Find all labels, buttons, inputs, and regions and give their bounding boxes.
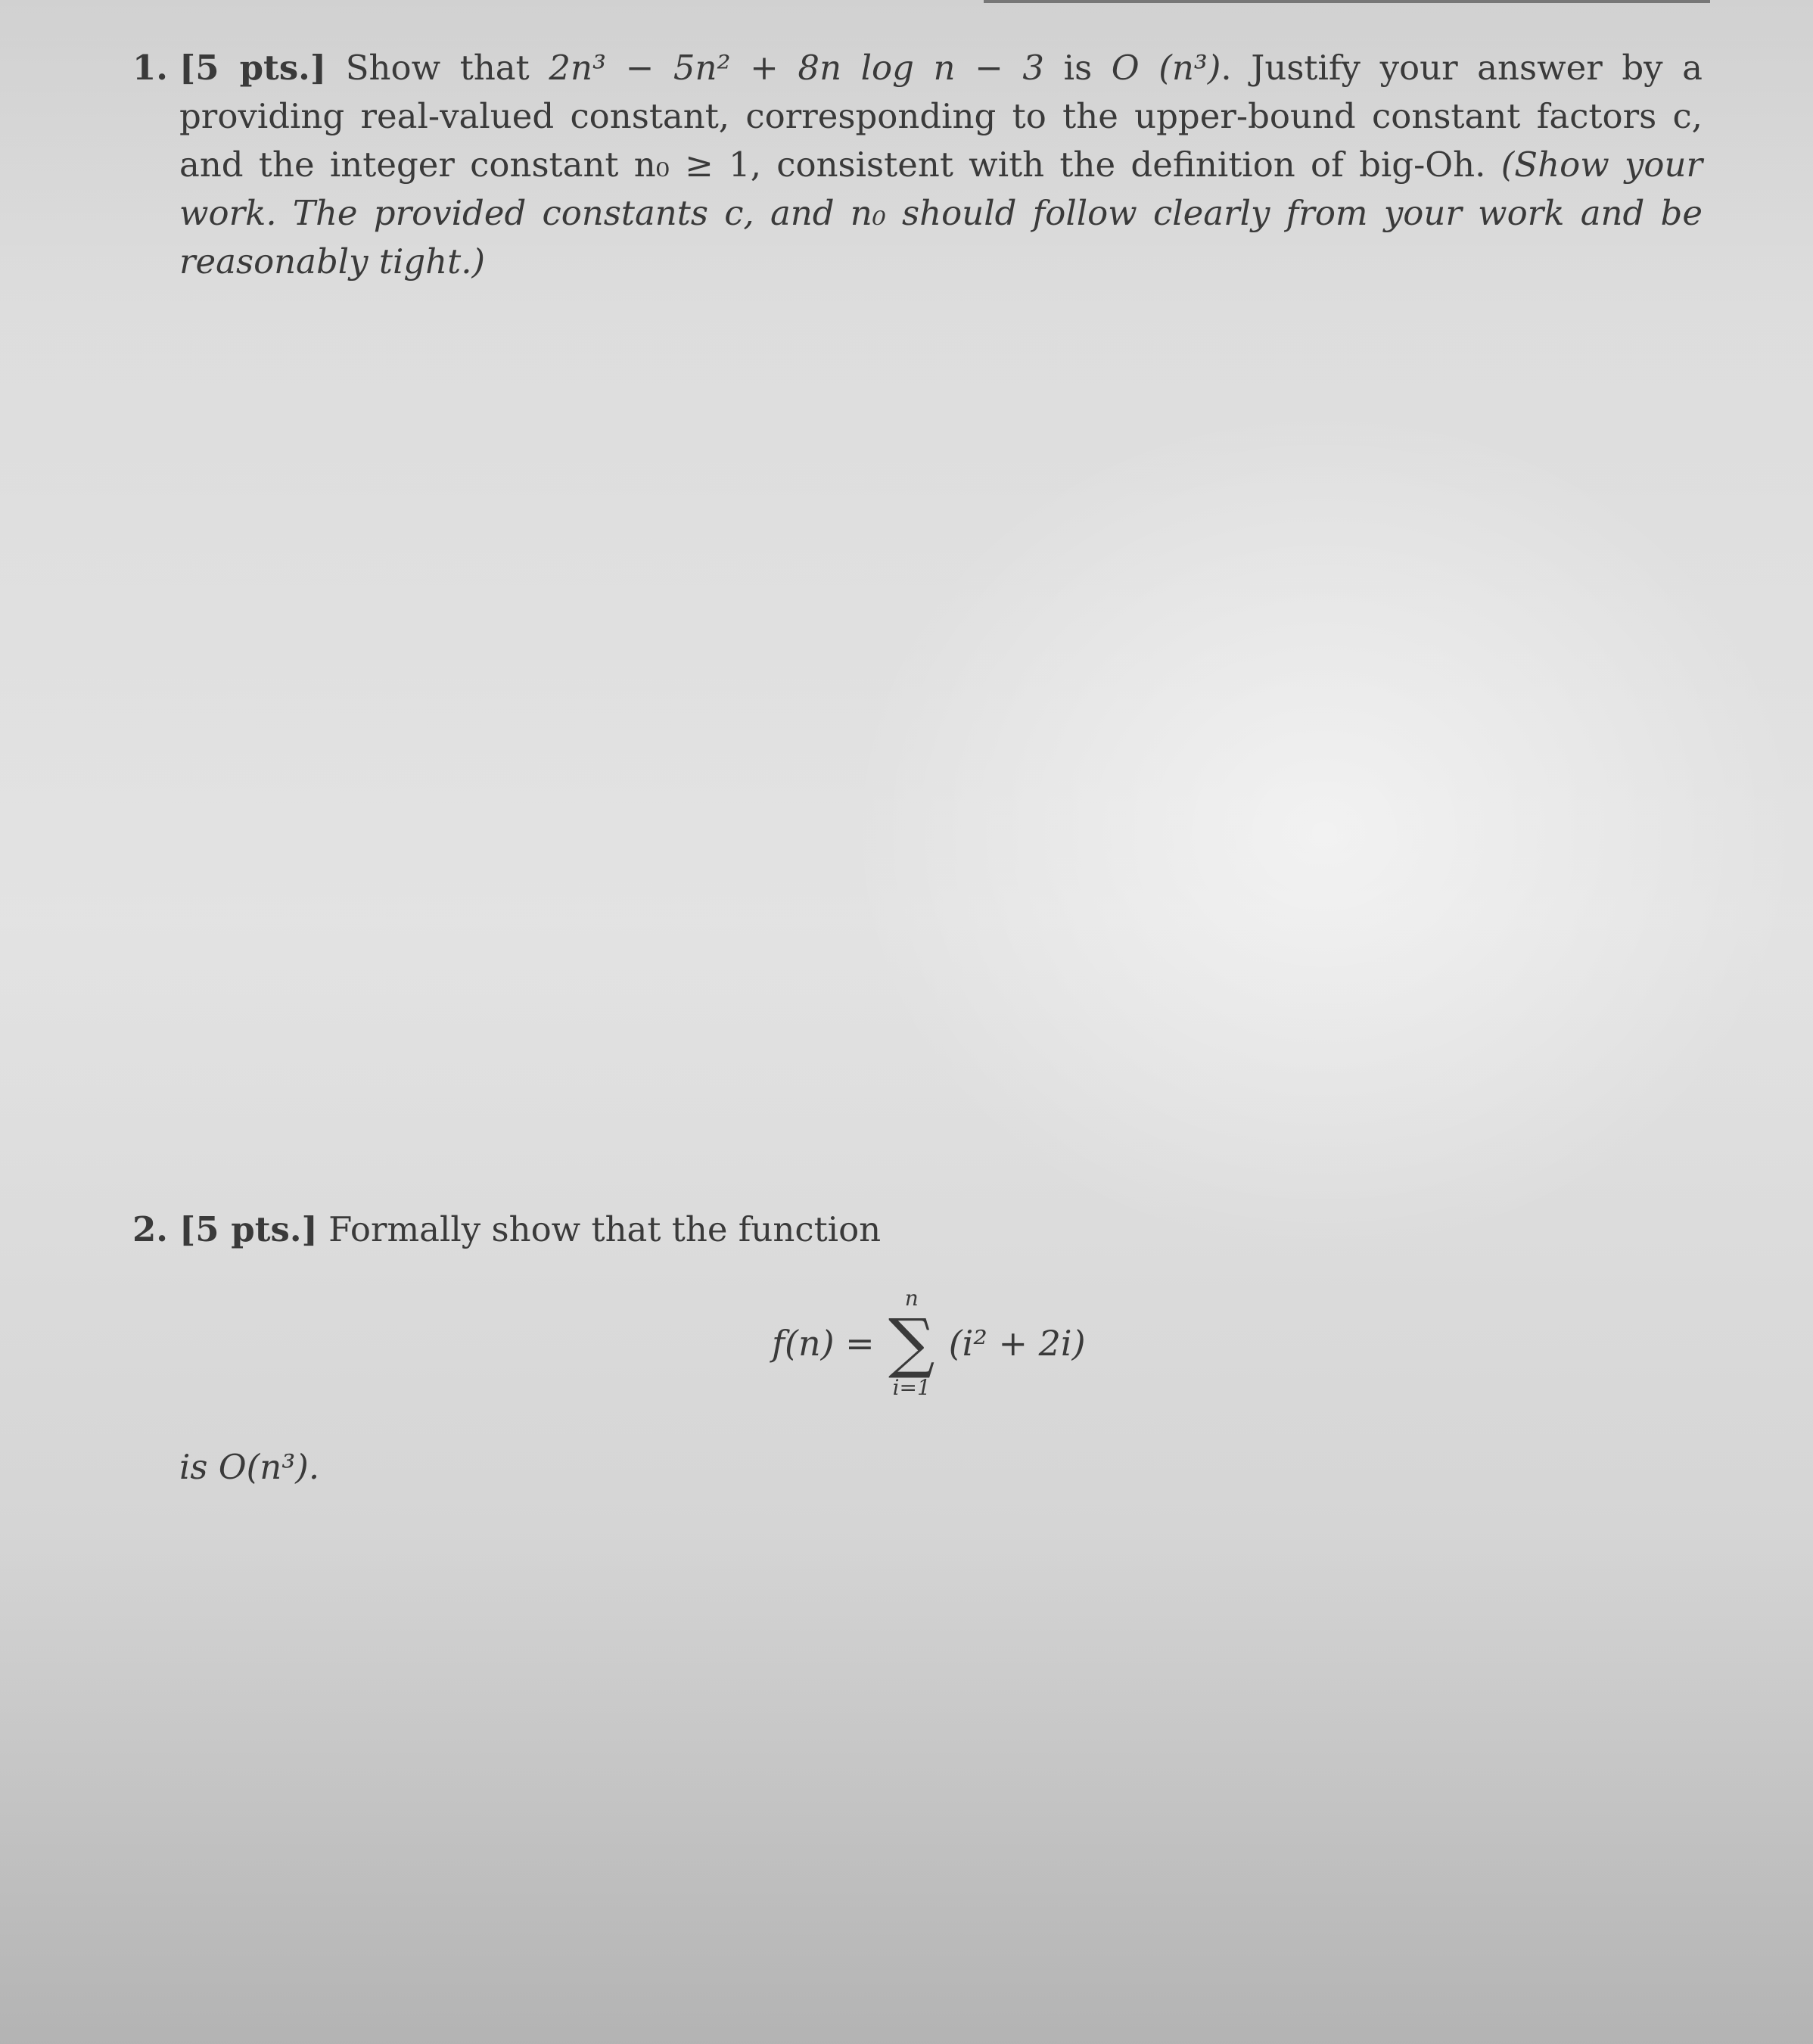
question-2 [132,1206,1040,1254]
question-2-conclusion: is O(n³). [179,1447,320,1487]
formula-lhs: f(n) = [772,1323,875,1364]
question-1-prefix: Show that [345,48,530,88]
sum-lower-bound: i=1 [892,1375,931,1400]
question-1-number: 1. [132,48,168,88]
question-2-points: [5 pts.] [179,1209,318,1249]
question-1 [132,44,1703,286]
sigma-operator [885,1286,938,1400]
paper-edge [984,0,1710,3]
question-2-text: Formally show that the function [328,1209,882,1249]
question-1-text: . Justify your answer by a providing real-valued constant, corresponding to the upper-bound constant factors c, and the integer constant n₀ ≥ 1, consistent with the definition of big-Oh. [179,48,1703,185]
question-1-body [179,44,1703,286]
question-1-note: (Show your work. The provided constants c, and n₀ should follow clearly from your work and be reasonably tight.) [179,145,1703,282]
question-1-expression: 2n³ − 5n² + 8n log n − 3 [549,48,1045,88]
question-2-body [179,1206,1040,1254]
sum-symbol: ∑ [888,1305,935,1381]
summation-formula [772,1286,1086,1400]
question-2-number: 2. [132,1209,168,1249]
sum-upper-bound: n [904,1286,919,1311]
question-1-bigo: O (n³) [1111,48,1221,88]
question-1-points: [5 pts.] [179,48,327,88]
formula-summand: (i² + 2i) [948,1323,1086,1364]
question-1-is: is [1063,48,1093,88]
